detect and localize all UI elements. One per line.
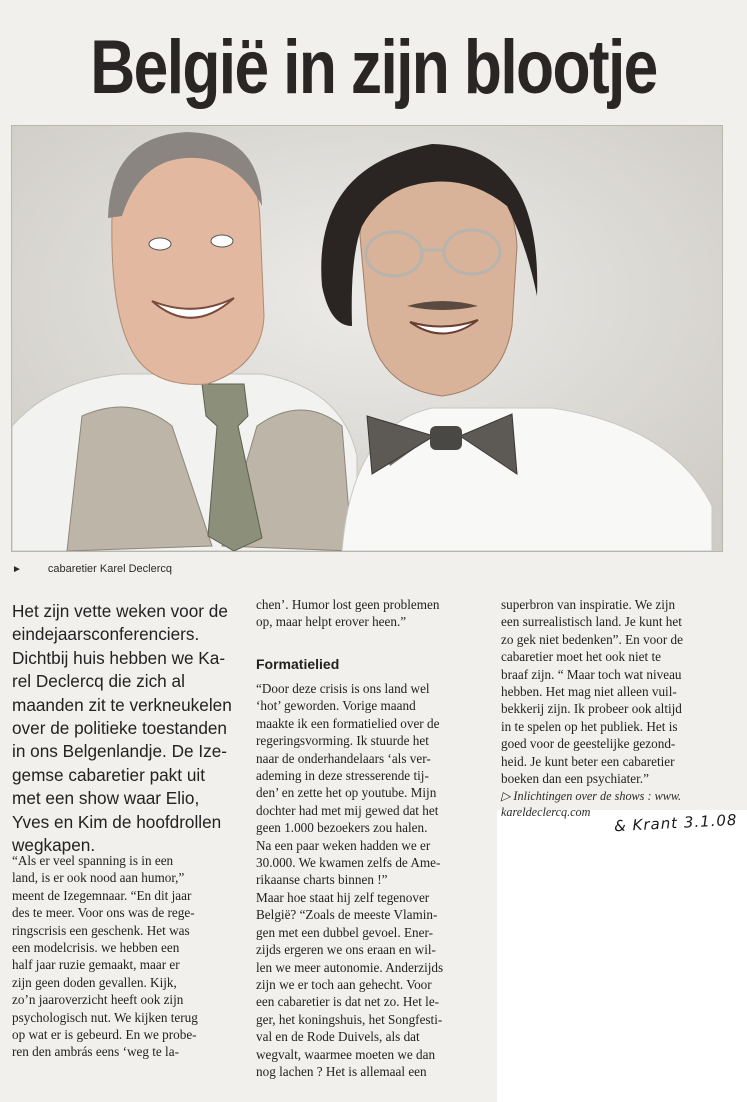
caption-text: cabaretier Karel Declercq (47, 563, 173, 575)
photo-caption (12, 560, 172, 578)
body-column-3: superbron van inspiratie. We zijn een surrealistisch land. Je kunt het zo gek niet bedenken”. En voor de cabaretier moet het ook niet te braaf zijn. “ Maar toch wat niveau hebben. Het mag niet alleen vuil- bekkerij zijn. Ik probeer ook altijd in te spelen op het publiek. Het is goed voor de geestelijke gezond- heid. Je kunt beter een cabaretier boeken dan een psychiater.” (501, 597, 683, 787)
headline: België in zijn blootje (90, 25, 657, 110)
info-note: ▷ Inlichtingen over de shows : www. kareldeclercq.com (501, 789, 682, 819)
handwritten-source-note: & Krant 3.1.08 (613, 810, 738, 836)
body-column-2-top: chen’. Humor lost geen problemen op, maar helpt erover heen.” (256, 597, 440, 630)
body-column-1: “Als er veel spanning is in een land, is er ook nood aan humor,” meent de Izegemnaar. “En dit jaar des te meer. Voor ons was de rege- ringscrisis een geschenk. Het was een modelcrisis. we hebben een half jaar ruzie gemaakt, maar er zijn geen doden gevallen. Kijk, zo’n jaaroverzicht heeft ook zijn psychologisch nut. We kijken terug op wat er is gebeurd. En we probe- ren den ambrás eens ‘weg te la- (12, 853, 198, 1060)
body-column-2: “Door deze crisis is ons land wel ‘hot’ geworden. Vorige maand maakte ik een formatielied over de regeringsvorming. Ik stuurde het naar de onderhandelaars ‘als ver- ademing in deze stresserende tij- den’ en zette het op youtube. Mijn dochter had met mij gewed dat het geen 1.000 bezoekers zou halen. Na een paar weken hadden we er 30.000. We kwamen zelfs de Ame- rikaanse charts binnen !” Maar hoe staat hij zelf tegenover België? “Zoals de meeste Vlamin- gen met een dubbel gevoel. Ener- zijds ergeren we ons eraan en wil- len we meer autonomie. Anderzijds zijn we er toch aan gehecht. Voor een cabaretier is dat net zo. Het le- ger, het koningshuis, het Songfesti- val en de Rode Duivels, als dat wegvalt, waarmee moeten we dan nog lachen ? Het is allemaal een (256, 681, 444, 1079)
cut-out-area (497, 810, 747, 1102)
caption-arrow-icon: ► (12, 564, 22, 575)
photo-illustration (12, 126, 722, 551)
subheading: Formatielied (256, 656, 340, 672)
lead-paragraph: Het zijn vette weken voor de eindejaarsconferenciers. Dichtbij huis hebben we Ka- rel Declercq die zich al maanden zit te verkneukelen over de politieke toestanden in ons Belgenlandje. De Ize- gemse cabaretier pakt uit met een show waar Elio, Yves en Kim de hoofdrollen wegkapen. (12, 601, 232, 856)
article-photo (11, 125, 723, 552)
